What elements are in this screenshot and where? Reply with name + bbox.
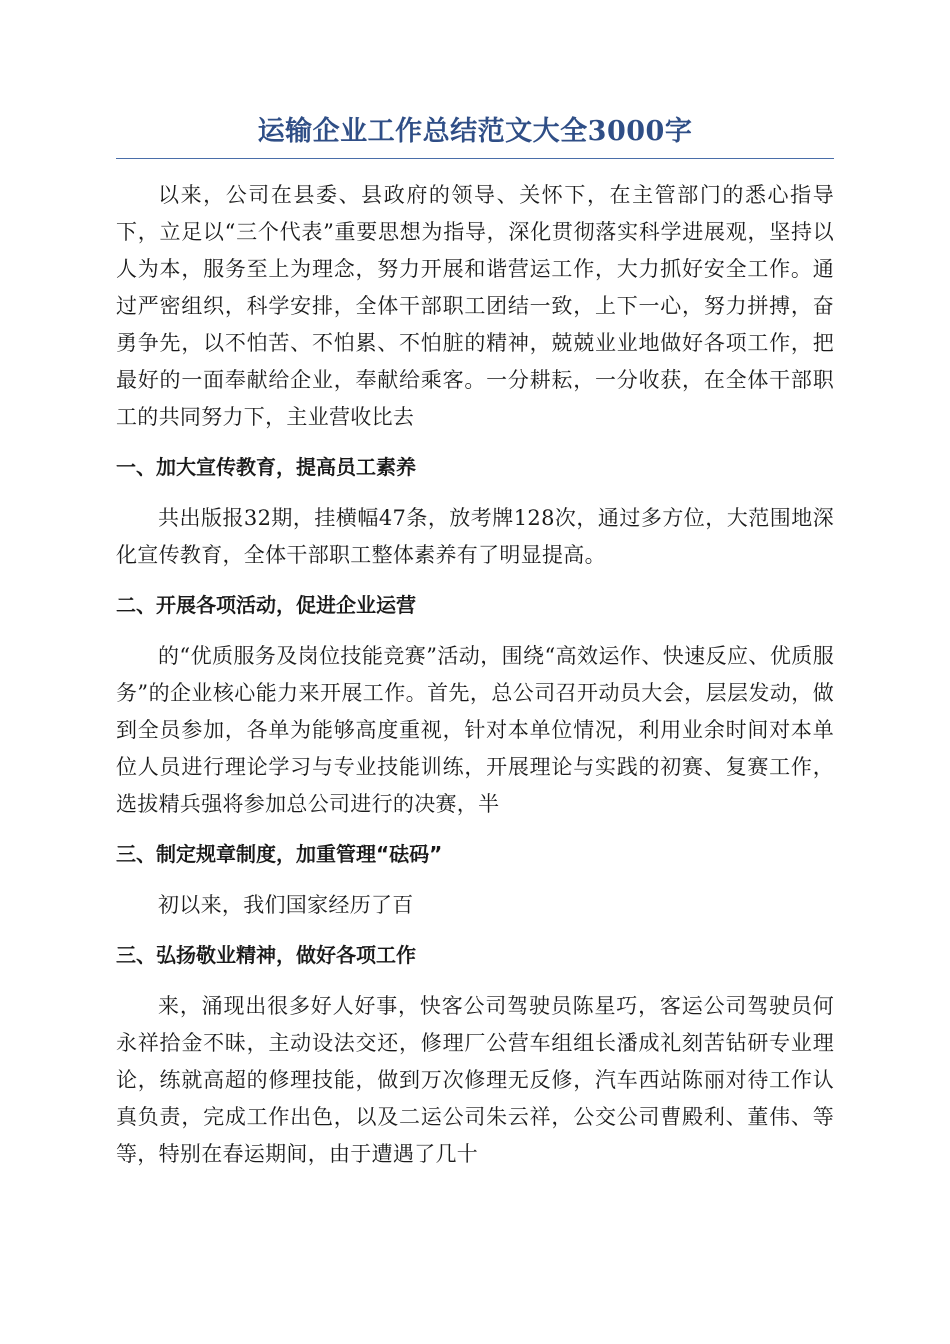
section-body-3: 初以来，我们国家经历了百 xyxy=(158,893,414,917)
title-underline xyxy=(116,158,834,159)
document-page xyxy=(116,112,834,1189)
section-heading-4: 三、弘扬敬业精神，做好各项工作 xyxy=(116,943,416,967)
document-title: 运输企业工作总结范文大全3000字 xyxy=(257,116,693,147)
section-body-1: 共出版报32期，挂横幅47条，放考牌128次，通过多方位，大范围地深化宣传教育，全体干部职工整体素养有了明显提高。 xyxy=(116,506,834,567)
section-heading-1: 一、加大宣传教育，提高员工素养 xyxy=(116,455,416,479)
section-heading-3: 三、制定规章制度，加重管理“砝码” xyxy=(116,842,443,866)
intro-paragraph: 以来，公司在县委、县政府的领导、关怀下，在主管部门的悉心指导下，立足以“三个代表”重要思想为指导，深化贯彻落实科学进展观，坚持以人为本，服务至上为理念，努力开展和谐营运工作，大力抓好安全工作。通过严密组织，科学安排，全体干部职工团结一致，上下一心，努力拼搏，奋勇争先，以不怕苦、不怕累、不怕脏的精神，兢兢业业地做好各项工作，把最好的一面奉献给企业，奉献给乘客。一分耕耘，一分收获，在全体干部职工的共同努力下，主业营收比去 xyxy=(116,183,834,429)
section-body-4: 来，涌现出很多好人好事，快客公司驾驶员陈星巧，客运公司驾驶员何永祥拾金不昧，主动设法交还，修理厂公营车组组长潘成礼刻苦钻研专业理论，练就高超的修理技能，做到万次修理无反修，汽车西站陈丽对待工作认真负责，完成工作出色，以及二运公司朱云祥，公交公司曹殿利、董伟、等等，特别在春运期间，由于遭遇了几十 xyxy=(116,994,834,1166)
section-heading-2: 二、开展各项活动，促进企业运营 xyxy=(116,593,416,617)
section-body-2: 的“优质服务及岗位技能竞赛”活动，围绕“高效运作、快速反应、优质服务”的企业核心能力来开展工作。首先，总公司召开动员大会，层层发动，做到全员参加，各单为能够高度重视，针对本单位情况，利用业余时间对本单位人员进行理论学习与专业技能训练，开展理论与实践的初赛、复赛工作，选拔精兵强将参加总公司进行的决赛，半 xyxy=(116,644,834,816)
